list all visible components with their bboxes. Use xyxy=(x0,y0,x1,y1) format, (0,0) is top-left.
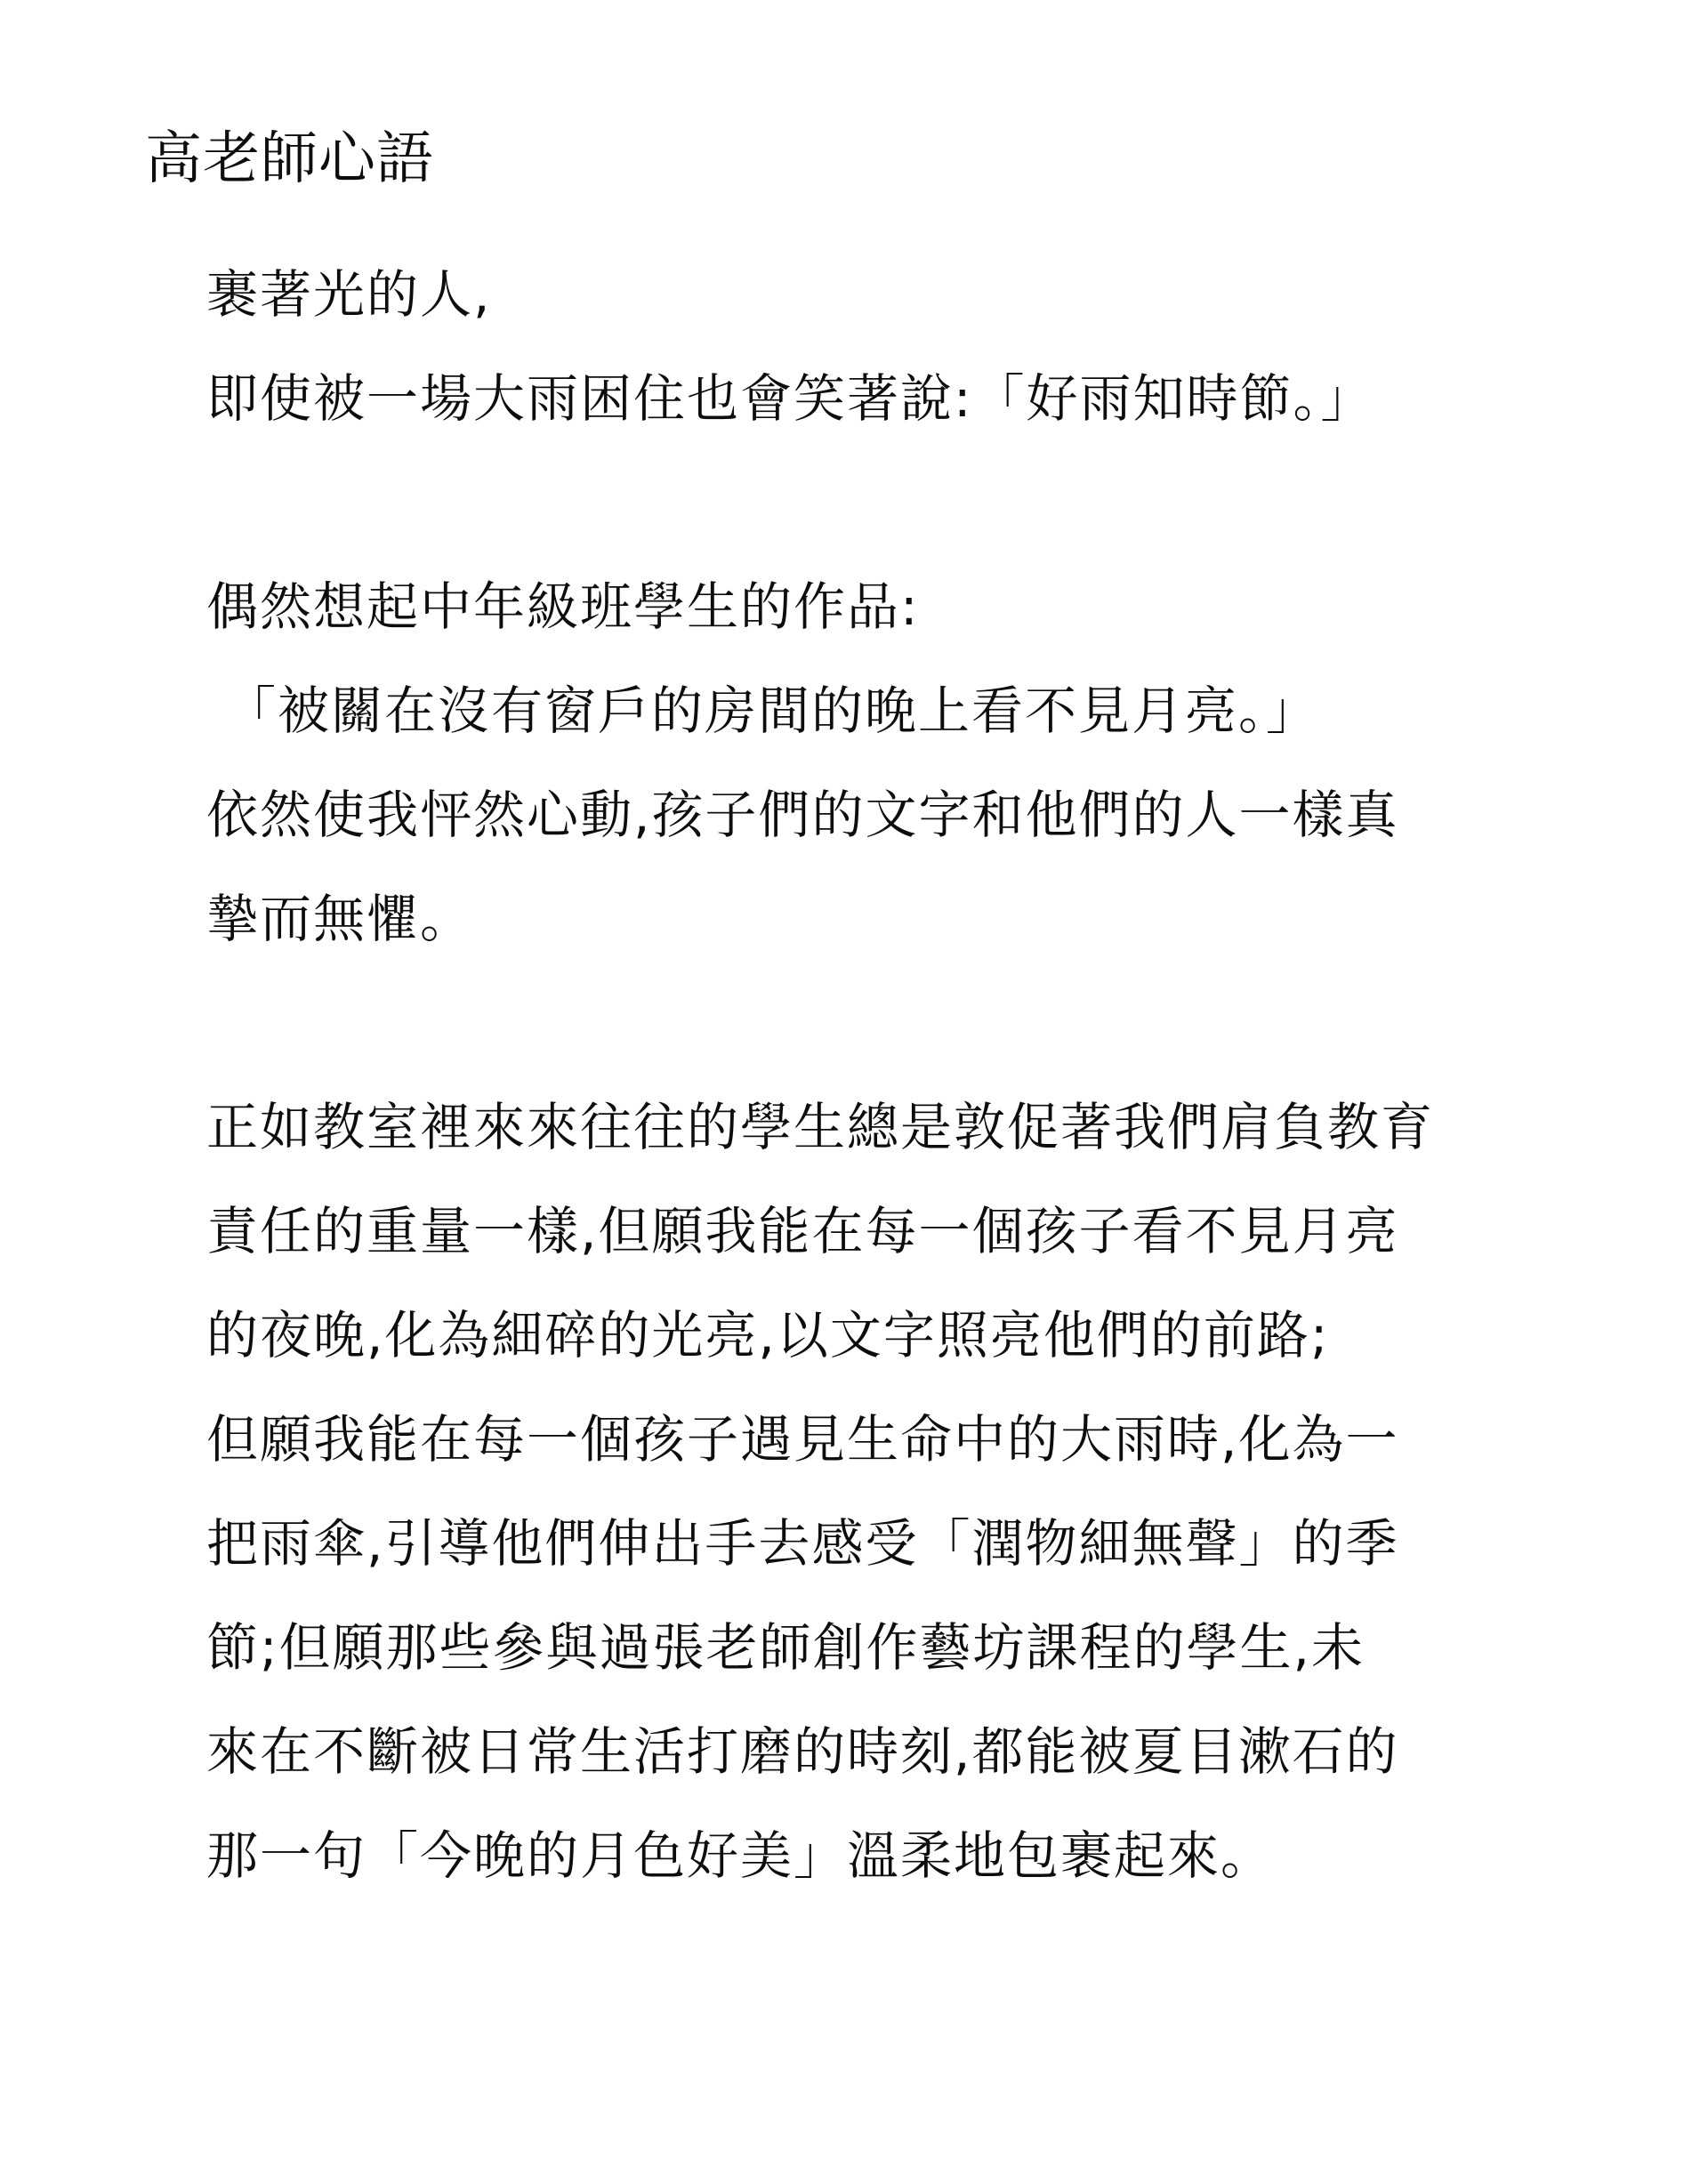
text-line: 即使被一場大雨困住也會笑著說:「好雨知時節。」 xyxy=(206,368,1374,429)
paragraph-3 xyxy=(206,1075,1559,1908)
text-line: 的夜晚,化為細碎的光亮,以文字照亮他們的前路; xyxy=(206,1305,1330,1365)
article-body xyxy=(206,243,1559,1908)
text-line: 但願我能在每一個孩子遇見生命中的大雨時,化為一 xyxy=(206,1409,1399,1470)
text-line: 節;但願那些參與過張老師創作藝坊課程的學生,未 xyxy=(206,1617,1365,1678)
quoted-line: 「被關在沒有窗戶的房間的晚上看不見月亮。」 xyxy=(224,681,1320,741)
paragraph-1 xyxy=(206,243,1559,451)
page-title: 高老師心語 xyxy=(145,126,434,192)
text-line: 把雨傘,引導他們伸出手去感受「潤物細無聲」的季 xyxy=(206,1513,1399,1574)
text-line: 裹著光的人, xyxy=(206,264,492,325)
text-line: 責任的重量一樣,但願我能在每一個孩子看不見月亮 xyxy=(206,1201,1399,1261)
paragraph-spacer xyxy=(206,451,1559,555)
text-line: 依然使我怦然心動,孩子們的文字和他們的人一樣真 xyxy=(206,785,1399,845)
text-line: 那一句「今晚的月色好美」溫柔地包裹起來。 xyxy=(206,1825,1275,1886)
paragraph-spacer xyxy=(206,971,1559,1075)
text-line: 來在不斷被日常生活打磨的時刻,都能被夏目漱石的 xyxy=(206,1721,1399,1782)
text-line: 摯而無懼。 xyxy=(206,889,474,949)
text-line: 正如教室裡來來往往的學生總是敦促著我們肩負教育 xyxy=(206,1097,1435,1157)
text-line: 偶然想起中年級班學生的作品: xyxy=(206,576,920,637)
paragraph-2 xyxy=(206,555,1559,971)
